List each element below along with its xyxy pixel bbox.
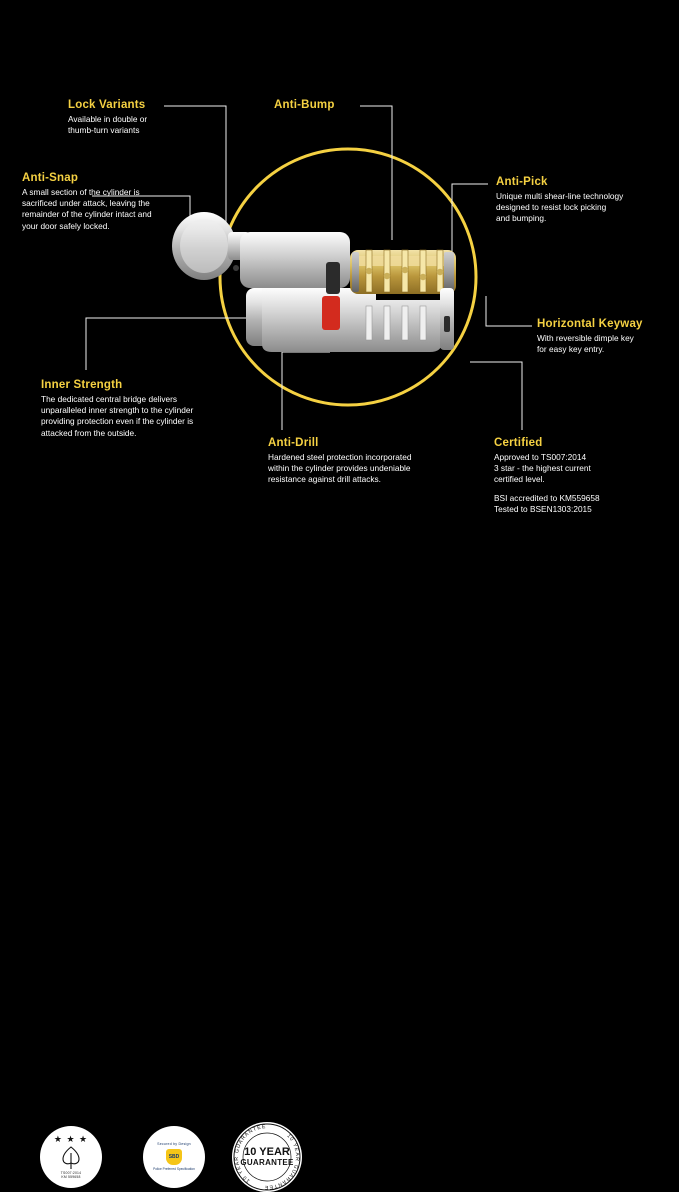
callout-anti-snap <box>22 172 182 232</box>
svg-text:10 YEAR GUARANTEE: 10 YEAR GUARANTEE <box>233 1123 267 1184</box>
kitemark-icon <box>61 1146 81 1170</box>
callout-line: attacked from the outside. <box>41 427 137 438</box>
callout-title: Horizontal Keyway <box>537 318 643 330</box>
callout-line: providing protection even if the cylinder is <box>41 416 194 427</box>
badge-secured-by-design <box>143 1126 205 1188</box>
callout-line: sacrificed under attack, leaving the <box>22 198 150 209</box>
callout-description <box>537 333 679 355</box>
callout-title: Anti-Drill <box>268 437 319 449</box>
callout-line: designed to resist lock picking <box>496 202 607 213</box>
shield-label: SBD <box>168 1154 180 1161</box>
callout-line: resistance against drill attacks. <box>268 474 381 485</box>
callout-title: Certified <box>494 437 543 449</box>
badge-sub-line: KM 559658 <box>61 1175 81 1179</box>
callout-description <box>494 452 664 515</box>
callout-line: Available in double or <box>68 114 148 124</box>
callout-line: within the cylinder provides undeniable <box>268 463 411 474</box>
callout-spacer <box>494 486 664 493</box>
callout-description <box>41 394 236 439</box>
callout-line: The dedicated central bridge delivers <box>41 394 178 404</box>
callout-title: Inner Strength <box>41 379 123 391</box>
badge-three-star-kitemark <box>40 1126 102 1188</box>
badge-bottom-text: Police Preferred Specification <box>153 1167 195 1172</box>
certification-badges <box>0 560 679 1191</box>
callout-certified <box>494 437 664 515</box>
callout-line: your door safely locked. <box>22 220 110 231</box>
callout-anti-drill <box>268 437 478 486</box>
callout-line: Hardened steel protection incorporated <box>268 452 412 462</box>
callout-description <box>22 187 182 232</box>
callout-anti-pick <box>496 176 666 225</box>
badge-sub-line: TS007:2014 <box>60 1170 82 1175</box>
callout-horizontal-keyway <box>537 318 679 355</box>
star-rating: ★ ★ ★ <box>53 1133 89 1144</box>
badge-ten-year-guarantee <box>232 1122 302 1192</box>
guarantee-years: 10 YEAR <box>244 1146 290 1158</box>
callout-title: Anti-Bump <box>274 99 335 111</box>
shield-icon <box>166 1149 182 1165</box>
callout-title: Anti-Pick <box>496 176 548 188</box>
callout-line: remainder of the cylinder intact and <box>22 209 152 220</box>
callout-description <box>268 452 478 486</box>
callout-line: certified level. <box>494 474 545 485</box>
callout-line: With reversible dimple key <box>537 333 634 343</box>
callout-line: Approved to TS007:2014 <box>494 452 587 462</box>
callout-line: Tested to BSEN1303:2015 <box>494 503 592 514</box>
badge-top-text: Secured by Design <box>157 1142 191 1147</box>
callout-anti-bump <box>274 99 384 114</box>
svg-text:10 YEAR GUARANTEE: 10 YEAR GUARANTEE <box>263 1133 301 1191</box>
callout-line: thumb-turn variants <box>68 125 140 136</box>
callout-line: Unique multi shear-line technology <box>496 191 624 201</box>
cylinder-body <box>233 232 456 352</box>
callout-line: BSI accredited to KM559658 <box>494 492 600 503</box>
callout-title: Anti-Snap <box>22 172 79 184</box>
callout-description <box>496 191 666 225</box>
callout-description <box>68 114 188 136</box>
callout-lock-variants <box>68 99 188 136</box>
callout-line: and bumping. <box>496 213 547 224</box>
callout-line: unparalleled inner strength to the cylinder <box>41 405 194 416</box>
callout-line: 3 star - the highest current <box>494 463 591 474</box>
callout-inner-strength <box>41 379 236 439</box>
callout-line: A small section of the cylinder is <box>22 187 140 197</box>
guarantee-label: GUARANTEE <box>240 1158 294 1167</box>
callout-title: Lock Variants <box>68 99 146 111</box>
callout-line: for easy key entry. <box>537 344 605 355</box>
